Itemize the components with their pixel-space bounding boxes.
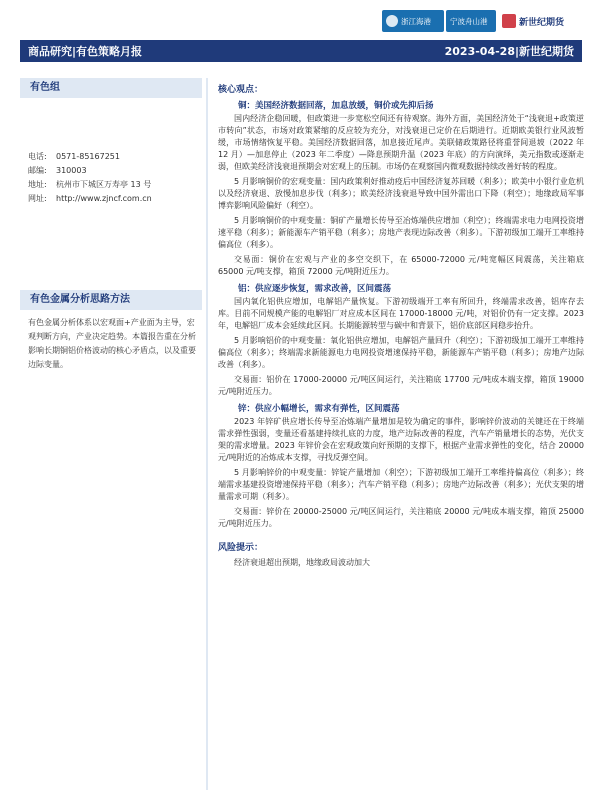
contact-phone: 电话: 0571-85167251 bbox=[28, 152, 120, 161]
method-description: 有色金属分析体系以宏观面+产业面为主导，宏观判断方向，产业决定趋势。本篇报告重在分析影响长期铜铝价格波动的核心矛盾点，以及重要边际变量。 bbox=[28, 318, 196, 369]
aluminum-paragraph-1: 国内氧化铝供应增加，电解铝产量恢复。下游初级端开工率有所回升，终端需求改善，铝库存去库。目前不同规模产能的电解铝厂对应成本区间在 17000-18000 元/吨，对铝价仍有一定支撑。2023 年，电解铝厂成本会延续此区间。长期能源转型与碳中和背景下，铝价底部区间稳步抬升。 bbox=[218, 297, 584, 330]
report-header-bar bbox=[20, 40, 582, 62]
zinc-paragraph-1: 2023 年锌矿供应增长传导至冶炼端产量增加是较为确定的事件，影响锌价波动的关键还在于终端需求弹性强弱，变量还看基建持续扎底的力度，地产边际改善的程度，汽车产销量增长的态势，光伏支架的需求增量。2023 年锌价会在宏观政策向好预期的支撑下，根据产业需求弹性的变化，结合 20000 元/吨附近的冶炼成本支撑，寻找反弹空间。 bbox=[218, 417, 584, 462]
contact-info bbox=[20, 150, 202, 206]
risk-title: 风险提示： bbox=[218, 543, 264, 553]
report-category: 商品研究|有色策略月报 bbox=[28, 45, 143, 58]
port-emblem-icon bbox=[386, 15, 398, 27]
zinc-title: 锌：供应小幅增长，需求有弹性，区间震荡 bbox=[238, 404, 400, 414]
main-content bbox=[218, 82, 584, 572]
aluminum-title: 铝：供应逐步恢复，需求改善，区间震荡 bbox=[238, 284, 392, 294]
header-logos bbox=[382, 8, 590, 34]
copper-paragraph-4: 交易面：铜价在宏观与产业的多空交织下，在 65000-72000 元/吨宽幅区间震荡，关注箱底 65000 元/吨支撑，箱顶 72000 元/吨附近压力。 bbox=[218, 255, 584, 276]
copper-section bbox=[218, 99, 584, 278]
risk-text: 经济衰退超出预期，地缘政局波动加大 bbox=[234, 558, 370, 567]
company-emblem-icon bbox=[502, 14, 516, 28]
report-date-company: 2023-04-28|新世纪期货 bbox=[444, 45, 574, 58]
zinc-paragraph-2: 5 月影响锌价的中观变量：锌锭产量增加（利空）；下游初级加工端开工率维持偏高位（利多）；终端需求基建投资增速保持平稳（利多）；汽车产销平稳（利多）；房地产边际改善（利多）；光伏支架的增量需求可期（利多）。 bbox=[218, 468, 584, 501]
contact-website[interactable]: 网址: http://www.zjncf.com.cn bbox=[28, 192, 202, 206]
column-divider bbox=[206, 78, 208, 790]
copper-title: 铜：美国经济数据回落，加息放缓，铜价或先抑后扬 bbox=[238, 101, 434, 111]
aluminum-paragraph-3: 交易面：铝价在 17000-20000 元/吨区间运行，关注箱底 17700 元/吨成本端支撑，箱顶 19000 元/吨附近压力。 bbox=[218, 375, 584, 396]
company-logo: 新世纪期货 bbox=[498, 10, 590, 32]
website-link[interactable]: http://www.zjncf.com.cn bbox=[56, 194, 152, 203]
contact-postcode: 邮编: 310003 bbox=[28, 166, 87, 175]
contact-address: 地址: 杭州市下城区万寿亭 13 号 bbox=[28, 180, 152, 189]
ningbo-port-logo: 宁波舟山港 bbox=[446, 10, 496, 32]
copper-paragraph-1: 国内经济企稳回暖，但政策进一步宽松空间还有待观察。海外方面，美国经济处于“浅衰退+政策逆市转向”状态，市场对政策紧缩的反应较为充分，对浅衰退已定价在后期进行。近期欧美银行业风波暂缓，市场情绪恢复平稳。美国经济数据回落，加息接近尾声。美联储政策路径将重誉间退坡（2022 年 12 月）—加息停止（2023 年二季度）—降息预期升温（2023 年底）的方向演绎，美元指数或逐渐走弱，但欧美经济浅衰退预期会对宏观上的压制。市场仍在观察国内微观数据持续改善好转的程度。 bbox=[218, 114, 584, 171]
zinc-section bbox=[218, 402, 584, 530]
aluminum-paragraph-2: 5 月影响铝价的中观变量：氧化铝供应增加，电解铝产量回升（利空）；下游初级加工端开工率维持偏高位（利多）；终端需求新能源电力电网投资增速保持平稳，新能源车产销平稳（利多）；房地产边际改善（利多）。 bbox=[218, 336, 584, 369]
aluminum-section bbox=[218, 282, 584, 398]
zhejiang-seaport-logo: 浙江海港 bbox=[382, 10, 444, 32]
risk-section bbox=[218, 540, 584, 569]
copper-paragraph-2: 5 月影响铜价的宏观变量：国内政策利好推动疫后中国经济复苏回暖（利多）；欧美中小银行业危机以及经济衰退、放慢加息步伐（利多）；欧美经济浅衰退导致中国外需出口下降（利空）；地缘政局军事博弈影响风险偏好（利空）。 bbox=[218, 177, 584, 210]
method-title: 有色金属分析思路方法 bbox=[20, 290, 202, 310]
group-title: 有色组 bbox=[20, 78, 202, 98]
copper-paragraph-3: 5 月影响铜价的中观变量：铜矿产量增长传导至冶炼端供应增加（利空）；终端需求电力电网投资增速平稳（利多）；新能源车产销平稳（利多）；房地产表现边际改善（利多）。下游初级加工端开工率维持偏高位（利多）。 bbox=[218, 216, 584, 249]
core-views-title: 核心观点： bbox=[218, 85, 264, 95]
zinc-paragraph-3: 交易面：锌价在 20000-25000 元/吨区间运行，关注箱底 20000 元/吨成本端支撑，箱顶 25000 元/吨附近压力。 bbox=[218, 507, 584, 528]
sidebar bbox=[20, 78, 202, 372]
